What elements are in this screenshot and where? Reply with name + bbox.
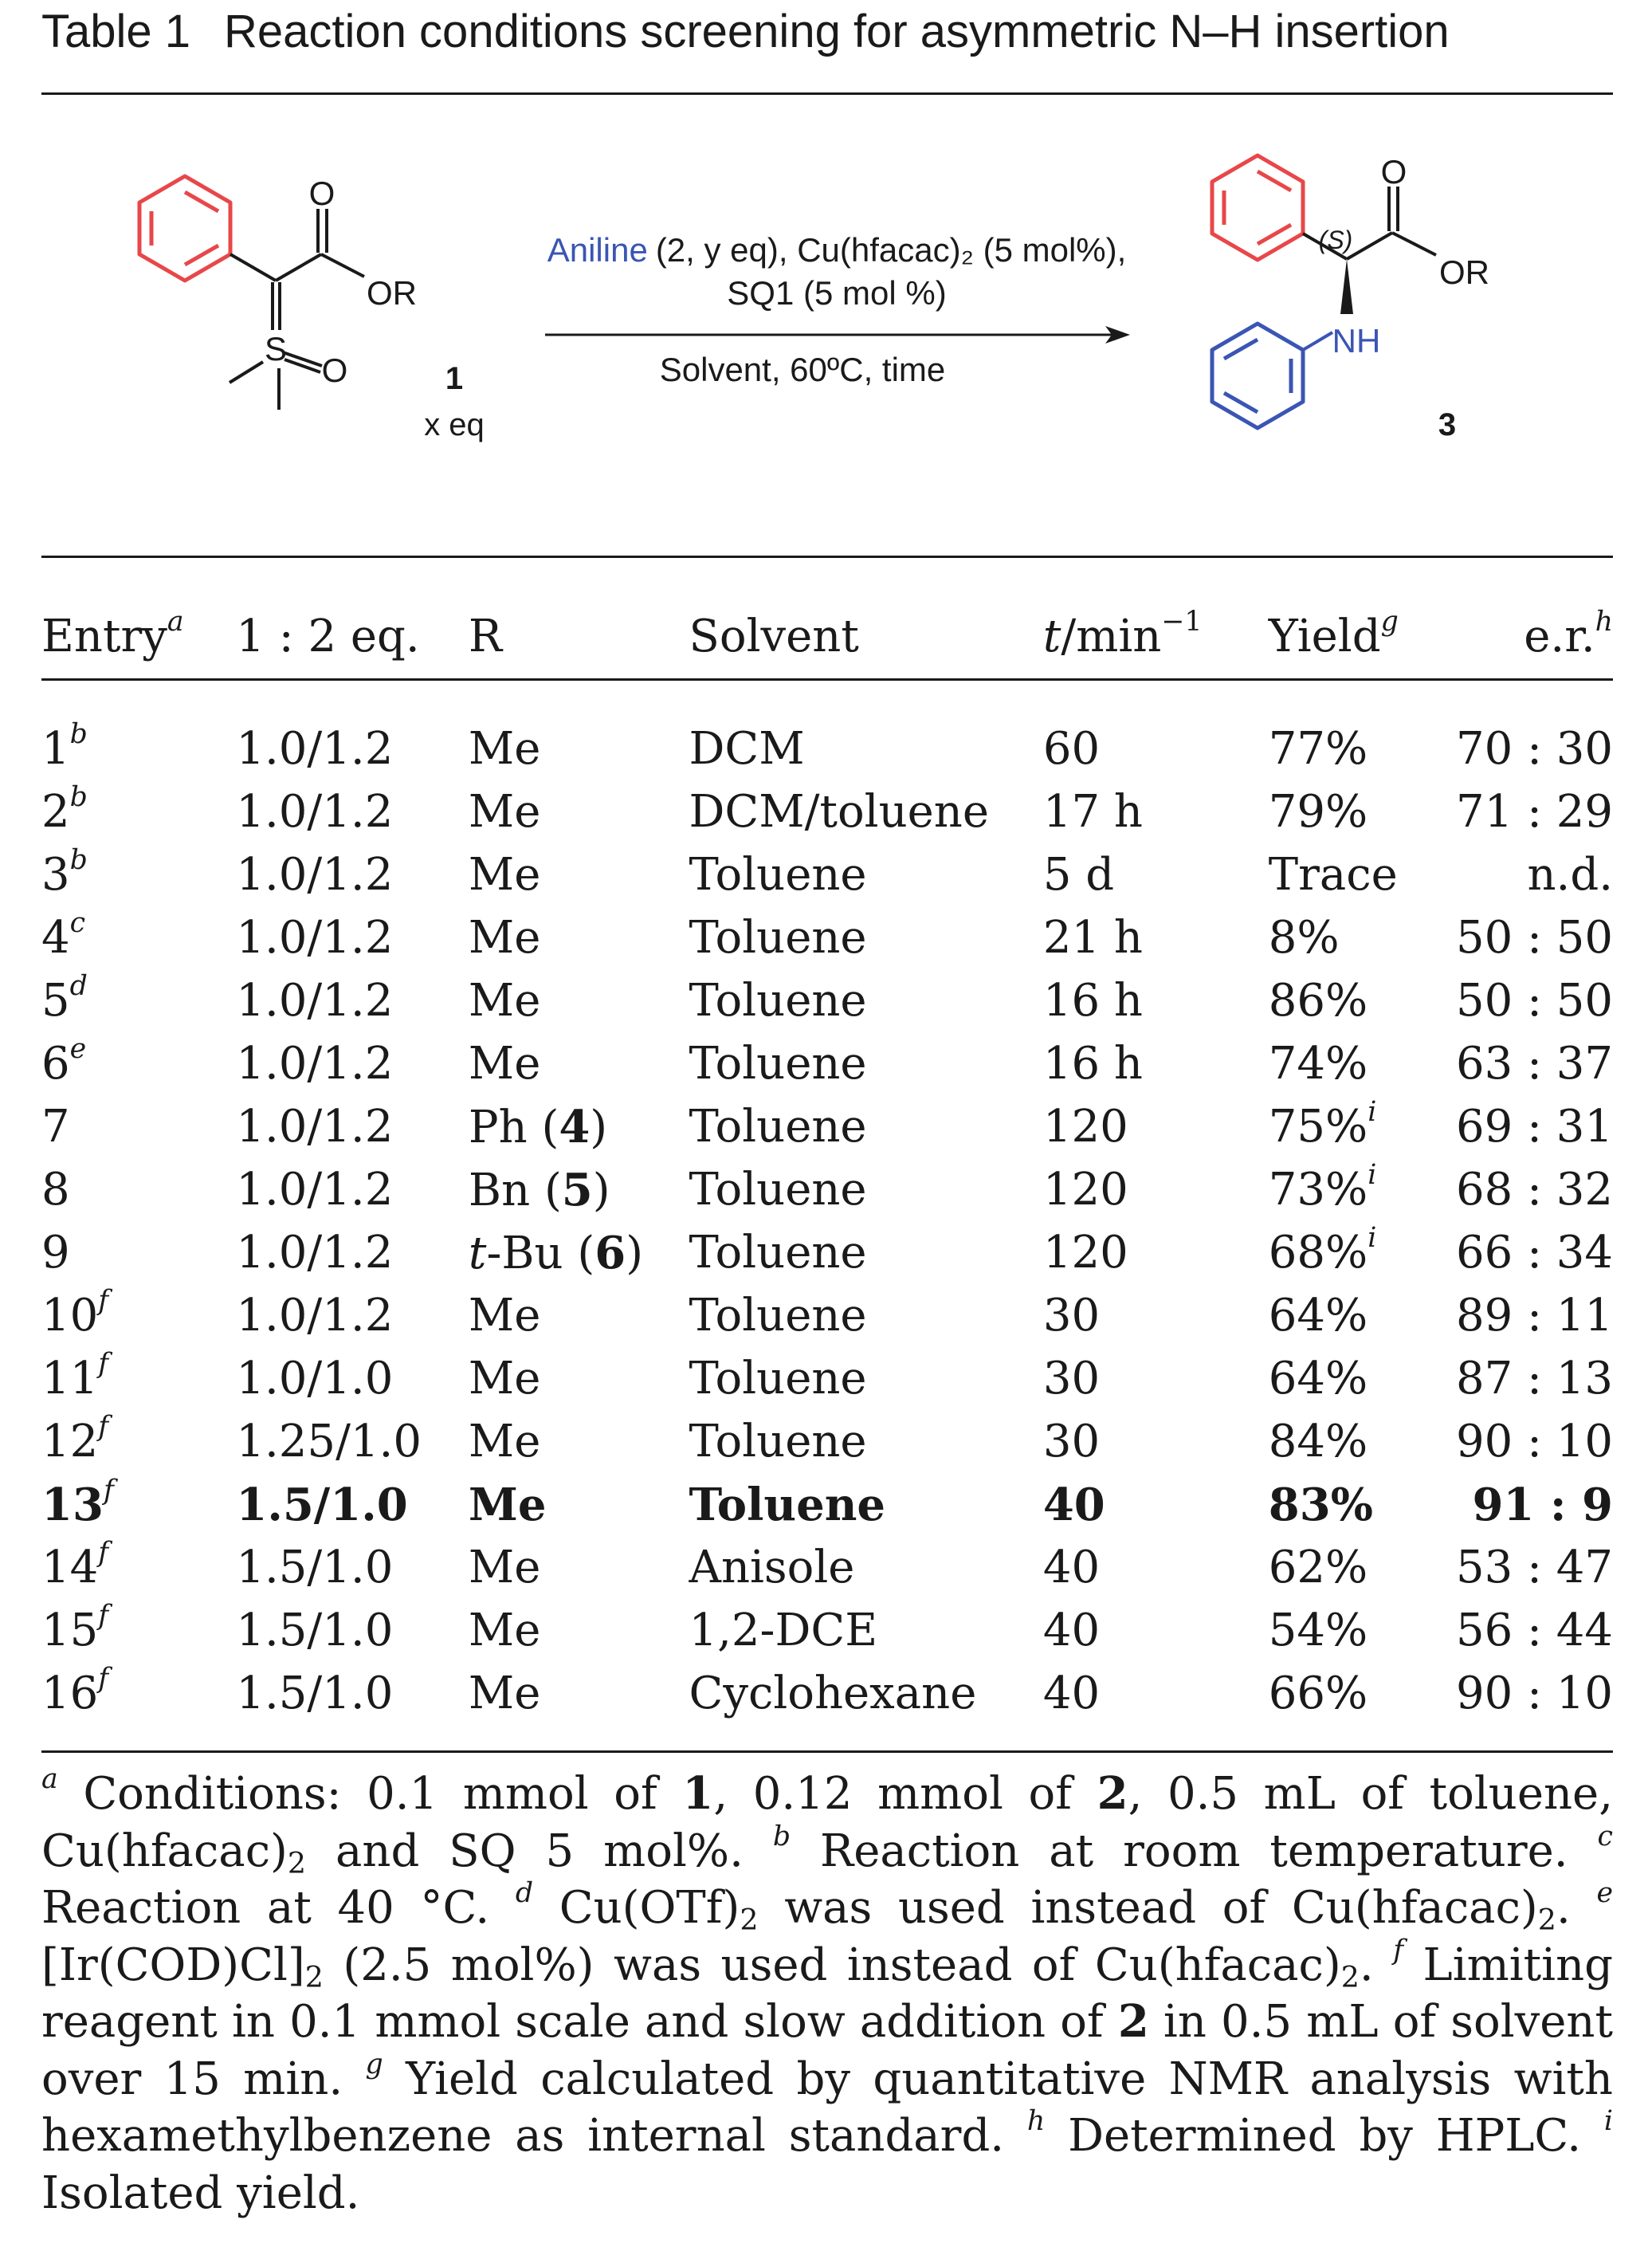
time-cell: 120 — [1042, 1227, 1128, 1279]
yield-footnote-mark: i — [1368, 1158, 1377, 1191]
table-row — [41, 969, 1613, 1032]
er-cell: 63 : 37 — [1456, 1038, 1613, 1090]
er-cell: 50 : 50 — [1456, 975, 1613, 1027]
entry-cell: 13$^f$ — [41, 1474, 114, 1531]
entry-footnote-mark: f — [98, 1599, 109, 1632]
r-cell — [469, 1599, 689, 1662]
solvent-cell: DCM — [689, 723, 805, 775]
entry-cell: 11$^f$ — [41, 1347, 109, 1404]
reactant-sulfur: S — [264, 330, 288, 367]
ratio-cell: 1.0/1.2 — [236, 912, 394, 964]
aniline-phenyl-ring — [1212, 324, 1303, 428]
table-row — [41, 906, 1613, 969]
product-number: 3 — [1438, 407, 1457, 442]
ratio-cell: 1.0/1.2 — [236, 1164, 394, 1216]
time-cell: 40 — [1042, 1668, 1101, 1719]
entry-footnote-mark: f — [98, 1347, 109, 1380]
solvent-cell: Cyclohexane — [689, 1668, 977, 1719]
entry-cell: 9 — [41, 1227, 70, 1279]
entry-cell: 6e — [41, 1032, 87, 1090]
yield-cell: 83% — [1268, 1478, 1373, 1531]
ratio-cell: 1.0/1.2 — [236, 1227, 394, 1279]
solvent-cell: Toluene — [689, 1101, 867, 1153]
r-compound-number: 4 — [559, 1100, 591, 1153]
solvent-cell: Toluene — [689, 1353, 867, 1404]
yield-cell: 73%$^i$ — [1268, 1158, 1377, 1216]
time-cell: 5 d — [1042, 849, 1115, 901]
r-label: Me — [468, 786, 541, 838]
r-label: Me — [468, 1416, 541, 1467]
reaction-arrow — [545, 326, 1130, 344]
r-label: -Bu — [486, 1227, 563, 1279]
table-bottom-rule — [41, 1750, 1613, 1753]
entry-cell: 4$^c$ — [41, 906, 86, 964]
r-cell: Bn (5) — [468, 1163, 610, 1216]
entry-footnote-mark: b — [69, 717, 88, 750]
time-cell: 30 — [1042, 1353, 1101, 1404]
entry-footnote-mark: c — [69, 906, 86, 939]
solvent-cell: Toluene — [689, 1290, 867, 1342]
er-cell: n.d. — [1527, 849, 1613, 901]
table-row — [41, 1662, 1613, 1725]
solvent-cell: Toluene — [689, 1227, 867, 1279]
r-label: Me — [468, 723, 541, 775]
solvent-cell: Toluene — [689, 1478, 886, 1531]
entry-footnote-mark: f — [98, 1410, 109, 1443]
ratio-cell: 1.5/1.0 — [236, 1605, 394, 1656]
ratio-cell: 1.0/1.2 — [236, 723, 394, 775]
conditions-reagents: (2, y eq), Cu(hfacac)₂ (5 mol%), — [655, 231, 1127, 269]
time-cell: 16 h — [1042, 975, 1143, 1027]
r-label: Me — [468, 1353, 541, 1404]
col-time: $t/\min^{-1}$ — [1042, 605, 1203, 662]
ratio-cell: 1.5/1.0 — [236, 1478, 408, 1531]
er-cell: 56 : 44 — [1456, 1605, 1613, 1656]
yield-cell: 77% — [1268, 723, 1368, 775]
table-row — [41, 1158, 1613, 1221]
yield-cell: 66% — [1268, 1668, 1368, 1719]
r-cell — [469, 1032, 689, 1095]
time-cell: 40 — [1042, 1605, 1101, 1656]
ratio-cell: 1.0/1.2 — [236, 1101, 394, 1153]
r-label: Me — [468, 1478, 547, 1531]
reactant-number: 1 — [445, 361, 464, 396]
yield-cell: 54% — [1268, 1605, 1368, 1656]
solvent-cell: Toluene — [689, 975, 867, 1027]
solvent-cell: Toluene — [689, 1164, 867, 1216]
ratio-cell: 1.5/1.0 — [236, 1668, 394, 1719]
entry-cell: 8 — [41, 1164, 70, 1216]
reactant-phenyl-ring — [139, 176, 230, 281]
entry-footnote-mark: f — [103, 1474, 114, 1507]
reactant-phenyl-double-2 — [185, 246, 218, 265]
time-cell: 40 — [1042, 1478, 1105, 1531]
time-cell: 60 — [1042, 723, 1101, 775]
entry-footnote-mark: b — [69, 780, 88, 813]
time-cell: 30 — [1042, 1290, 1101, 1342]
yield-cell: 79% — [1268, 786, 1368, 838]
r-cell — [469, 1284, 689, 1347]
conditions-line-2: SQ1 (5 mol %) — [727, 274, 947, 312]
solvent-cell: 1,2-DCE — [689, 1605, 878, 1656]
solvent-cell: Toluene — [689, 912, 867, 964]
r-cell — [469, 906, 689, 969]
reaction-scheme — [41, 105, 1613, 552]
r-label: Me — [468, 1542, 541, 1593]
product-nh-bond — [1303, 332, 1332, 350]
reactant-eq: x eq — [424, 407, 485, 442]
header-top-rule — [41, 556, 1613, 558]
col-r: R — [468, 610, 503, 662]
er-cell: 90 : 10 — [1456, 1668, 1613, 1719]
time-cell: 17 h — [1042, 786, 1143, 838]
r-italic-prefix: t — [468, 1227, 487, 1279]
ratio-cell: 1.0/1.2 — [236, 1038, 394, 1090]
er-cell: 87 : 13 — [1456, 1353, 1613, 1404]
time-cell: 120 — [1042, 1101, 1128, 1153]
er-cell: 53 : 47 — [1456, 1542, 1613, 1593]
time-cell: 16 h — [1042, 1038, 1143, 1090]
er-cell: 90 : 10 — [1456, 1416, 1613, 1467]
footnotes: $^a$ Conditions: 0.1 mmol of 1, 0.12 mmol of 2, 0.5 mL of toluene, $Cu(hfacac)_2$ and SQ 5 mol%. $^b$ Reaction at room temperature. $^c$ Reaction at 40 °C. $^d$ $Cu(OTf)_2$ was used instead of $Cu(hfacac)_2$. $^e$ $[Ir(COD)Cl]_2$ (2.5 mol%) was used instead of $Cu(hfacac)_2$. $^f$ Limiting reagent in 0.1 mmol scale and slow addition of 2 in 0.5 mL of solvent over 15 min. $^g$ Yield calculated by quantitative NMR analysis with hexamethylbenzene as internal standard. $^h$ Determined by HPLC. $^i$ Isolated yield. — [41, 1762, 1614, 2219]
product-carbonyl-o: O — [1380, 153, 1407, 191]
r-cell — [469, 1410, 689, 1473]
r-cell — [469, 690, 689, 780]
table-row — [41, 1095, 1613, 1158]
yield-cell: 8% — [1268, 912, 1340, 964]
r-label: Me — [468, 1668, 541, 1719]
er-cell: 69 : 31 — [1456, 1101, 1613, 1153]
product-stereo-label: (S) — [1318, 226, 1353, 254]
table-row — [41, 690, 1613, 780]
r-cell — [469, 1473, 689, 1536]
yield-cell: 64% — [1268, 1353, 1368, 1404]
reactant-phenyl-double-1 — [185, 192, 218, 211]
col-er: e.r.$^h$ — [1524, 605, 1613, 662]
yield-footnote-mark: i — [1368, 1095, 1377, 1128]
entry-cell: 12$^f$ — [41, 1410, 109, 1467]
product-nh-label: NH — [1332, 322, 1381, 359]
time-cell: 120 — [1042, 1164, 1128, 1216]
entry-footnote-mark: d — [69, 969, 88, 1002]
reactant-carbonyl-o: O — [308, 175, 336, 212]
table-row — [41, 1473, 1613, 1536]
ratio-cell: 1.5/1.0 — [236, 1542, 394, 1593]
time-cell: 40 — [1042, 1542, 1101, 1593]
col-solvent: Solvent — [689, 610, 859, 662]
solvent-cell: DCM/toluene — [689, 786, 989, 838]
er-cell: 66 : 34 — [1456, 1227, 1613, 1279]
ratio-cell: 1.0/1.2 — [236, 1290, 394, 1342]
table-header-row — [41, 582, 1613, 690]
table-title — [41, 5, 1450, 58]
entry-footnote-mark: b — [69, 843, 88, 876]
table-row — [41, 1410, 1613, 1473]
ratio-cell: 1.0/1.0 — [236, 1353, 394, 1404]
time-cell: 30 — [1042, 1416, 1101, 1467]
r-cell: Ph (4) — [468, 1100, 608, 1153]
top-rule — [41, 92, 1613, 95]
r-cell — [469, 1536, 689, 1599]
r-label: Ph — [468, 1101, 528, 1153]
entry-footnote-mark: e — [69, 1032, 87, 1065]
entry-cell: 2$^b$ — [41, 780, 88, 838]
r-cell — [469, 1662, 689, 1725]
time-cell: 21 h — [1042, 912, 1143, 964]
table-row — [41, 1221, 1613, 1284]
yield-cell: 84% — [1268, 1416, 1368, 1467]
solvent-cell: Toluene — [689, 849, 867, 901]
table-body — [41, 690, 1613, 1725]
solvent-cell: Anisole — [689, 1542, 855, 1593]
yield-cell: 68%$^i$ — [1268, 1221, 1377, 1279]
er-cell: 91 : 9 — [1472, 1478, 1613, 1531]
reactant-ester-label: OR — [367, 274, 417, 312]
entry-cell: 10$^f$ — [41, 1284, 109, 1342]
er-cell: 89 : 11 — [1456, 1290, 1613, 1342]
r-cell: t-Bu (6) — [468, 1226, 644, 1279]
solvent-cell: Toluene — [689, 1038, 867, 1090]
entry-cell: 15$^f$ — [41, 1599, 109, 1656]
entry-cell: 16$^f$ — [41, 1662, 109, 1719]
r-compound-number: 5 — [561, 1163, 593, 1216]
yield-cell: 62% — [1268, 1542, 1368, 1593]
conditions-below-arrow: Solvent, 60ºC, time — [659, 351, 946, 388]
r-label: Me — [468, 975, 541, 1027]
entry-cell: 5$^d$ — [41, 969, 88, 1027]
yield-cell: 74% — [1268, 1038, 1368, 1090]
r-label: Me — [468, 1038, 541, 1090]
conditions-line-1 — [547, 231, 1127, 269]
table-row — [41, 1599, 1613, 1662]
yield-cell: 75%$^i$ — [1268, 1095, 1377, 1153]
yield-cell: 64% — [1268, 1290, 1368, 1342]
er-cell: 68 : 32 — [1456, 1164, 1613, 1216]
r-cell — [469, 843, 689, 906]
results-table — [41, 582, 1613, 1725]
yield-cell: 86% — [1268, 975, 1368, 1027]
reactant-sulfoxide-o: O — [321, 352, 348, 389]
table-row — [41, 843, 1613, 906]
r-cell — [469, 1347, 689, 1410]
ratio-cell: 1.25/1.0 — [236, 1416, 422, 1467]
r-label: Me — [468, 912, 541, 964]
entry-footnote-mark: f — [98, 1536, 109, 1569]
table-row — [41, 1032, 1613, 1095]
table-row — [41, 1347, 1613, 1410]
entry-cell: 1$^b$ — [41, 717, 88, 775]
solvent-cell: Toluene — [689, 1416, 867, 1467]
er-cell: 71 : 29 — [1456, 786, 1613, 838]
table-label: Table 1 — [41, 6, 191, 57]
col-yield: Yield$^g$ — [1268, 605, 1399, 662]
entry-footnote-mark: f — [98, 1284, 109, 1317]
entry-cell: 3$^b$ — [41, 843, 88, 901]
entry-footnote-mark: f — [98, 1662, 109, 1695]
col-entry: Entry$^a$ — [41, 605, 184, 662]
header-bottom-rule — [41, 678, 1613, 681]
col-ratio: 1 : 2 eq. — [236, 610, 420, 662]
aniline-label: Aniline — [547, 231, 648, 269]
product-wedge-bond — [1340, 259, 1353, 314]
entry-cell: 7 — [41, 1101, 70, 1153]
table-row — [41, 1536, 1613, 1599]
r-compound-number: 6 — [594, 1226, 626, 1279]
r-cell — [469, 780, 689, 843]
r-cell — [469, 969, 689, 1032]
ratio-cell: 1.0/1.2 — [236, 786, 394, 838]
ratio-cell: 1.0/1.2 — [236, 849, 394, 901]
table-caption: Reaction conditions screening for asymmetric N–H insertion — [224, 6, 1450, 57]
er-cell: 70 : 30 — [1456, 723, 1613, 775]
product-ester-label: OR — [1439, 253, 1489, 291]
ratio-cell: 1.0/1.2 — [236, 975, 394, 1027]
r-label: Me — [468, 849, 541, 901]
r-label: Me — [468, 1290, 541, 1342]
r-label: Bn — [468, 1164, 531, 1216]
entry-cell: 14$^f$ — [41, 1536, 109, 1593]
table-row — [41, 1284, 1613, 1347]
table-row — [41, 780, 1613, 843]
product-phenyl-ring — [1212, 155, 1303, 260]
yield-footnote-mark: i — [1368, 1221, 1377, 1254]
er-cell: 50 : 50 — [1456, 912, 1613, 964]
yield-cell: Trace — [1268, 849, 1398, 901]
r-label: Me — [468, 1605, 541, 1656]
